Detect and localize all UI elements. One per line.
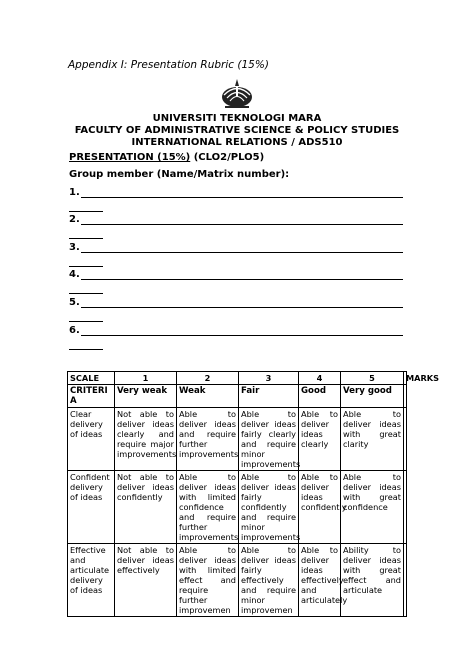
level-label: Fair [239,385,299,408]
matrix-blank-line [69,280,103,294]
matrix-blank-line [69,308,103,322]
faculty-name: FACULTY OF ADMINISTRATIVE SCIENCE & POLICY STUDIES [74,125,400,136]
criteria-label: CRITERI A [68,385,115,408]
descriptor-cell: Not able to deliver ideas confidently [115,471,177,544]
name-blank-line [81,270,403,280]
name-blank-line [81,215,403,225]
name-blank-line [81,188,403,198]
group-member-label: Group member (Name/Matrix number): [69,169,290,180]
name-blank-line [81,243,403,253]
descriptor-cell: Able to deliver ideas fairly effectively and require minor improvemen [239,544,299,617]
matrix-blank-line [69,336,103,350]
level-label: Very weak [115,385,177,408]
member-line [69,186,403,212]
criteria-header-row [68,385,407,408]
descriptor-cell: Able to deliver ideas with limited confidence and require further improvements [177,471,239,544]
member-line [69,241,403,267]
member-number: 1. [69,187,80,198]
member-line [69,268,403,294]
name-blank-line [81,326,403,336]
level-label: Good [299,385,341,408]
descriptor-cell: Able to deliver ideas fairly clearly and require minor improvements [239,408,299,471]
appendix-title: Appendix I: Presentation Rubric (15%) [68,59,269,71]
descriptor-cell: Able to deliver ideas with great confidence [341,471,404,544]
descriptor-cell: Able to deliver ideas with great clarity [341,408,404,471]
criterion-cell: Confident delivery of ideas [68,471,115,544]
scale-value: 2 [177,372,239,385]
marks-cell[interactable] [404,544,407,617]
scale-label: SCALE [68,372,115,385]
descriptor-cell: Able to deliver ideas and require further improvements [177,408,239,471]
scale-value: 5 [341,372,404,385]
university-crest-logo [219,78,255,110]
course-name: INTERNATIONAL RELATIONS / ADS510 [131,137,343,148]
criterion-cell: Effective and articulate delivery of ideas [68,544,115,617]
table-row [68,544,407,617]
level-label: Weak [177,385,239,408]
matrix-blank-line [69,198,103,212]
table-row [68,408,407,471]
rubric-table [67,371,440,617]
marks-cell[interactable] [404,471,407,544]
criterion-cell: Clear delivery of ideas [68,408,115,471]
section-title [69,152,264,163]
level-label: Very good [341,385,404,408]
descriptor-cell: Able to deliver ideas fairly confidently and require minor improvements [239,471,299,544]
matrix-blank-line [69,225,103,239]
section-title-rest: (CLO2/PLO5) [190,152,265,163]
member-number: 4. [69,269,80,280]
member-number: 2. [69,214,80,225]
marks-header: MARKS [404,372,407,385]
descriptor-cell: Able to deliver ideas clearly [299,408,341,471]
descriptor-cell: Not able to deliver ideas effectively [115,544,177,617]
scale-value: 3 [239,372,299,385]
descriptor-cell: Able to deliver ideas with limited effect and require further improvemen [177,544,239,617]
marks-cell[interactable] [404,385,407,408]
university-name: UNIVERSITI TEKNOLOGI MARA [152,113,322,124]
section-title-underlined: PRESENTATION (15%) [69,152,191,163]
descriptor-cell: Ability to deliver ideas with great effect and articulate [341,544,404,617]
descriptor-cell: Able to deliver ideas effectively and articulately [299,544,341,617]
scale-value: 4 [299,372,341,385]
matrix-blank-line [69,253,103,267]
descriptor-cell: Not able to deliver ideas clearly and require major improvements [115,408,177,471]
member-number: 6. [69,325,80,336]
descriptor-cell: Able to deliver ideas confidently [299,471,341,544]
member-number: 3. [69,242,80,253]
table-row [68,471,407,544]
member-line [69,296,403,322]
scale-value: 1 [115,372,177,385]
scale-row [68,372,407,385]
member-line [69,324,403,350]
member-number: 5. [69,297,80,308]
marks-cell[interactable] [404,408,407,471]
member-line [69,213,403,239]
name-blank-line [81,298,403,308]
